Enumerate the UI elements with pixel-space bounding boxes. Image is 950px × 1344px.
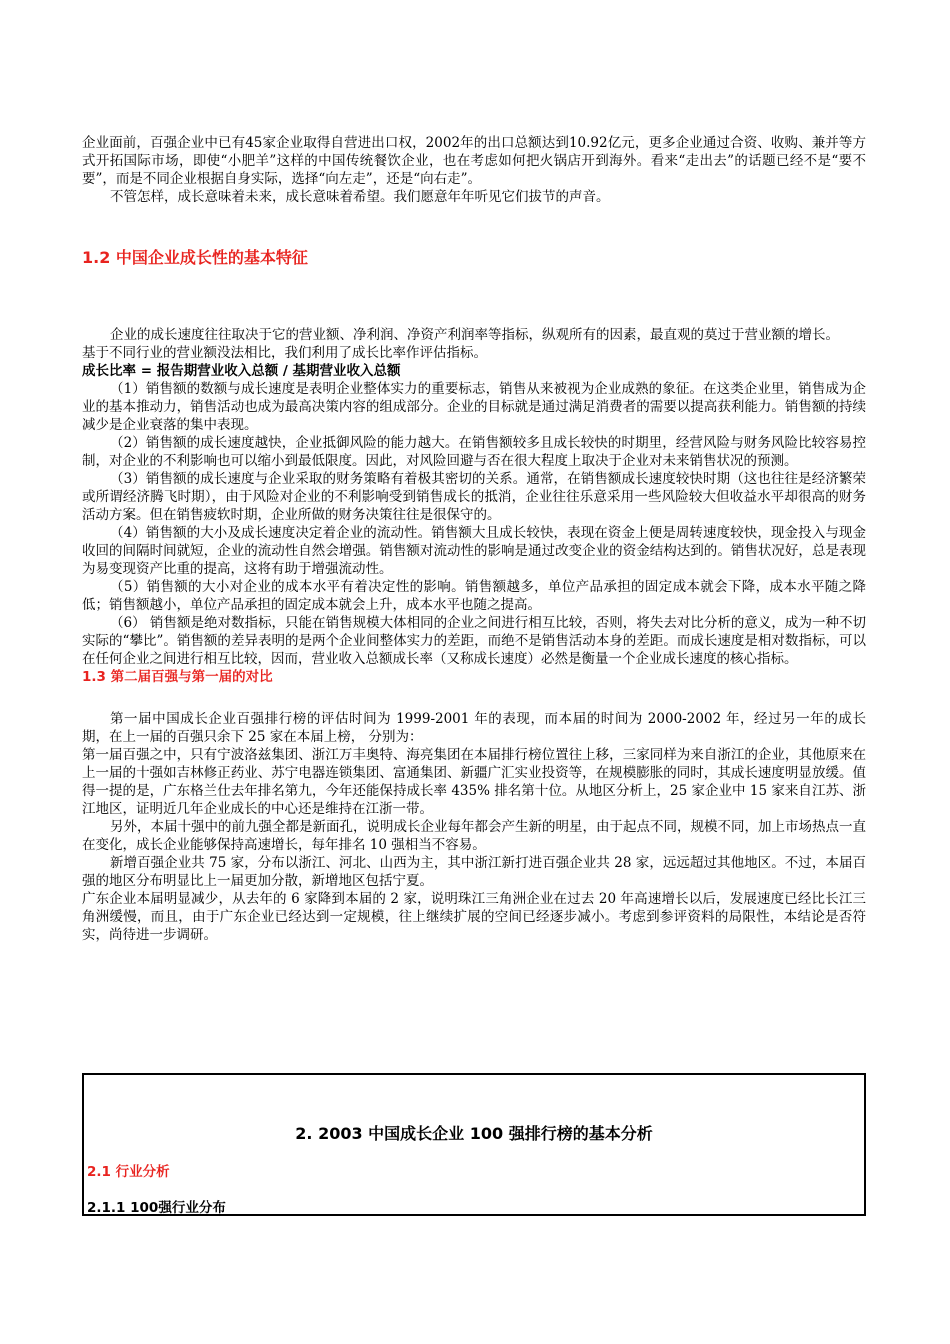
list-item: （1）销售额的数额与成长速度是表明企业整体实力的重要标志，销售从来被视为企业成熟的象征。在这类企业里，销售成为企业的基本推动力，销售活动也成为最高决策内容的组成部分。企业的目标就是通过满足消费者的需要以提高获利能力。销售额的持续减少是企业衰落的集中表现。 (82, 381, 866, 433)
section-1-3-paragraph-3: 另外，本届十强中的前九强全都是新面孔，说明成长企业每年都会产生新的明星，由于起点不同，规模不同，加上市场热点一直在变化，成长企业能够保持高速增长，每年排名 10 强相当不容易。 (82, 819, 866, 853)
section-heading-2-1-1: 2.1.1 100强行业分布 (87, 1200, 226, 1216)
chapter-2-box (82, 1073, 866, 1216)
list-item: （6） 销售额是绝对数指标，只能在销售规模大体相同的企业之间进行相互比较，否则，将失去对比分析的意义，成为一种不切实际的“攀比”。销售额的差异表明的是两个企业间整体实力的差距，而绝不是销售活动本身的差距。而成长速度是相对数指标，可以在任何企业之间进行相互比较，因而，营业收入总额成长率（又称成长速度）必然是衡量一个企业成长速度的核心指标。 (82, 615, 866, 667)
section-1-3-paragraph-2: 第一届百强之中，只有宁波洛兹集团、浙江万丰奥特、海亮集团在本届排行榜位置往上移，三家同样为来自浙江的企业，其他原来在上一届的十强如吉林修正药业、苏宁电器连锁集团、富通集团、新疆广汇实业投资等，在规模膨胀的同时，其成长速度明显放缓。值得一提的是，广东格兰仕去年排名第九，今年还能保持成长率 435% 排名第十位。从地区分析上，25 家企业中 15 家来自江苏、浙江地区，证明近几年企业成长的中心还是维持在江浙一带。 (82, 747, 866, 817)
growth-ratio-formula: 成长比率 = 报告期营业收入总额 / 基期营业收入总额 (82, 363, 401, 379)
section-1-3-paragraph-1: 第一届中国成长企业百强排行榜的评估时间为 1999-2001 年的表现，而本届的时间为 2000-2002 年，经过另一年的成长期，在上一届的百强只余下 25 家在本届上榜， 分别为： (82, 711, 866, 745)
section-heading-1-3: 1.3 第二届百强与第一届的对比 (82, 669, 273, 685)
list-item: （5）销售额的大小对企业的成本水平有着决定性的影响。销售额越多，单位产品承担的固定成本就会下降，成本水平随之降低；销售额越小，单位产品承担的固定成本就会上升，成本水平也随之提高。 (82, 579, 866, 613)
section-1-3-paragraph-5: 广东企业本届明显减少，从去年的 6 家降到本届的 2 家，说明珠江三角洲企业在过去 20 年高速增长以后，发展速度已经比长江三角洲缓慢，而且，由于广东企业已经达到一定规模，往上继续扩展的空间已经逐步减小。考虑到参评资料的局限性，本结论是否符实，尚待进一步调研。 (82, 891, 866, 943)
section-heading-1-2: 1.2 中国企业成长性的基本特征 (82, 248, 308, 267)
section-heading-2-1: 2.1 行业分析 (87, 1164, 170, 1180)
list-item: （3）销售额的成长速度与企业采取的财务策略有着极其密切的关系。通常，在销售额成长速度较快时期（这也往往是经济繁荣或所谓经济腾飞时期），由于风险对企业的不利影响受到销售成长的抵消，企业往往乐意采用一些风险较大但收益水平却很高的财务活动方案。但在销售疲软时期，企业所做的财务决策往往是很保守的。 (82, 471, 866, 523)
chapter-2-title: 2. 2003 中国成长企业 100 强排行榜的基本分析 (295, 1124, 653, 1143)
section-1-2-paragraph-2: 基于不同行业的营业额没法相比，我们利用了成长比率作评估指标。 (82, 345, 487, 361)
section-1-2-paragraph-1: 企业的成长速度往往取决于它的营业额、净利润、净资产利润率等指标，纵观所有的因素，最直观的莫过于营业额的增长。 (110, 327, 839, 343)
list-item: （2）销售额的成长速度越快，企业抵御风险的能力越大。在销售额较多且成长较快的时期里，经营风险与财务风险比较容易控制，对企业的不利影响也可以缩小到最低限度。因此，对风险回避与否在很大程度上取决于企业对未来销售状况的预测。 (82, 435, 866, 469)
intro-paragraph-1: 企业面前，百强企业中已有45家企业取得自营进出口权，2002年的出口总额达到10.92亿元，更多企业通过合资、收购、兼并等方式开拓国际市场，即使“小肥羊”这样的中国传统餐饮企业，也在考虑如何把火锅店开到海外。看来“走出去”的话题已经不是“要不要”，而是不同企业根据自身实际，选择“向左走”，还是“向右走”。 (82, 135, 866, 187)
intro-paragraph-2: 不管怎样，成长意味着未来，成长意味着希望。我们愿意年年听见它们拔节的声音。 (110, 189, 610, 205)
section-1-3-paragraph-4: 新增百强企业共 75 家，分布以浙江、河北、山西为主，其中浙江新打进百强企业共 28 家，远远超过其他地区。不过，本届百强的地区分布明显比上一届更加分散，新增地区包括宁夏。 (82, 855, 866, 889)
document-body (82, 134, 866, 944)
list-item: （4）销售额的大小及成长速度决定着企业的流动性。销售额大且成长较快，表现在资金上便是周转速度较快，现金投入与现金收回的间隔时间就短，企业的流动性自然会增强。销售额对流动性的影响是通过改变企业的资金结构达到的。销售状况好，总是表现为易变现资产比重的提高，这将有助于增强流动性。 (82, 525, 866, 577)
